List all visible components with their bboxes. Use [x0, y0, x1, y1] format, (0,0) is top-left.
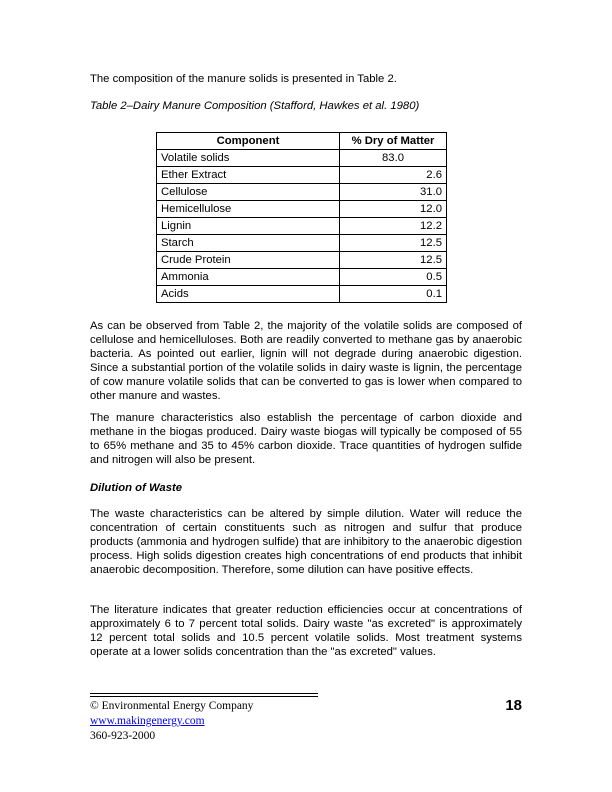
component-cell: Acids [157, 286, 340, 303]
value-cell: 2.6 [340, 167, 447, 184]
component-cell: Starch [157, 235, 340, 252]
intro-text: The composition of the manure solids is presented in Table 2. [90, 73, 397, 85]
footer-divider [90, 696, 318, 697]
table-row [157, 269, 447, 286]
component-cell: Hemicellulose [157, 201, 340, 218]
value-cell: 83.0 [340, 150, 447, 167]
page-number: 18 [505, 697, 522, 714]
component-cell: Cellulose [157, 184, 340, 201]
table-row [157, 167, 447, 184]
footer-phone: 360-923-2000 [90, 730, 156, 742]
table-row [157, 201, 447, 218]
paragraph-volatile-solids: As can be observed from Table 2, the majority of the volatile solids are composed of cellulose and hemicelluloses. Both are readily converted to methane gas by anaerobic bacteria. As pointed out earlier, lignin will not degrade during anaerobic digestion. Since a substantial portion of the volatile solids in dairy waste is lignin, the percentage of cow manure volatile solids that can be converted to gas is lower when compared to other manure and wastes. [90, 320, 522, 402]
table-row [157, 184, 447, 201]
table-row [157, 235, 447, 252]
paragraph-reduction-efficiency: The literature indicates that greater reduction efficiencies occur at concentrations of approximately 6 to 7 percent total solids. Dairy waste "as excreted" is approximately 12 percent total solids and 10.5 percent volatile solids. Most treatment systems operate at a lower solids concentration than the "as excreted" values. [90, 604, 522, 658]
column-header-component: Component [157, 133, 340, 150]
value-cell: 31.0 [340, 184, 447, 201]
value-cell: 12.5 [340, 235, 447, 252]
component-cell: Volatile solids [157, 150, 340, 167]
footer-company: © Environmental Energy Company [90, 700, 254, 712]
footer-website-link[interactable]: www.makingenergy.com [90, 715, 205, 727]
value-cell: 12.5 [340, 252, 447, 269]
section-heading: Dilution of Waste [90, 482, 183, 494]
table-caption: Table 2–Dairy Manure Composition (Stafford, Hawkes et al. 1980) [90, 100, 420, 112]
paragraph-biogas-composition: The manure characteristics also establish the percentage of carbon dioxide and methane in the biogas produced. Dairy waste biogas will typically be composed of 55 to 65% methane and 35 to 45% carbon dioxide. Trace quantities of hydrogen sulfide and nitrogen will also be present. [90, 412, 522, 466]
component-cell: Lignin [157, 218, 340, 235]
table-row [157, 150, 447, 167]
component-cell: Crude Protein [157, 252, 340, 269]
value-cell: 0.5 [340, 269, 447, 286]
composition-table [156, 132, 447, 303]
table-header-row [157, 133, 447, 150]
component-cell: Ammonia [157, 269, 340, 286]
value-cell: 0.1 [340, 286, 447, 303]
table-row [157, 218, 447, 235]
paragraph-dilution: The waste characteristics can be altered by simple dilution. Water will reduce the concentration of certain constituents such as nitrogen and sulfur that produce products (ammonia and hydrogen sulfide) that are inhibitory to the anaerobic digestion process. High solids digestion creates high concentrations of end products that inhibit anaerobic decomposition. Therefore, some dilution can have positive effects. [90, 508, 522, 576]
table-row [157, 286, 447, 303]
column-header-dry-matter: % Dry of Matter [340, 133, 447, 150]
component-cell: Ether Extract [157, 167, 340, 184]
value-cell: 12.2 [340, 218, 447, 235]
value-cell: 12.0 [340, 201, 447, 218]
table-row [157, 252, 447, 269]
footer-divider [90, 693, 318, 694]
